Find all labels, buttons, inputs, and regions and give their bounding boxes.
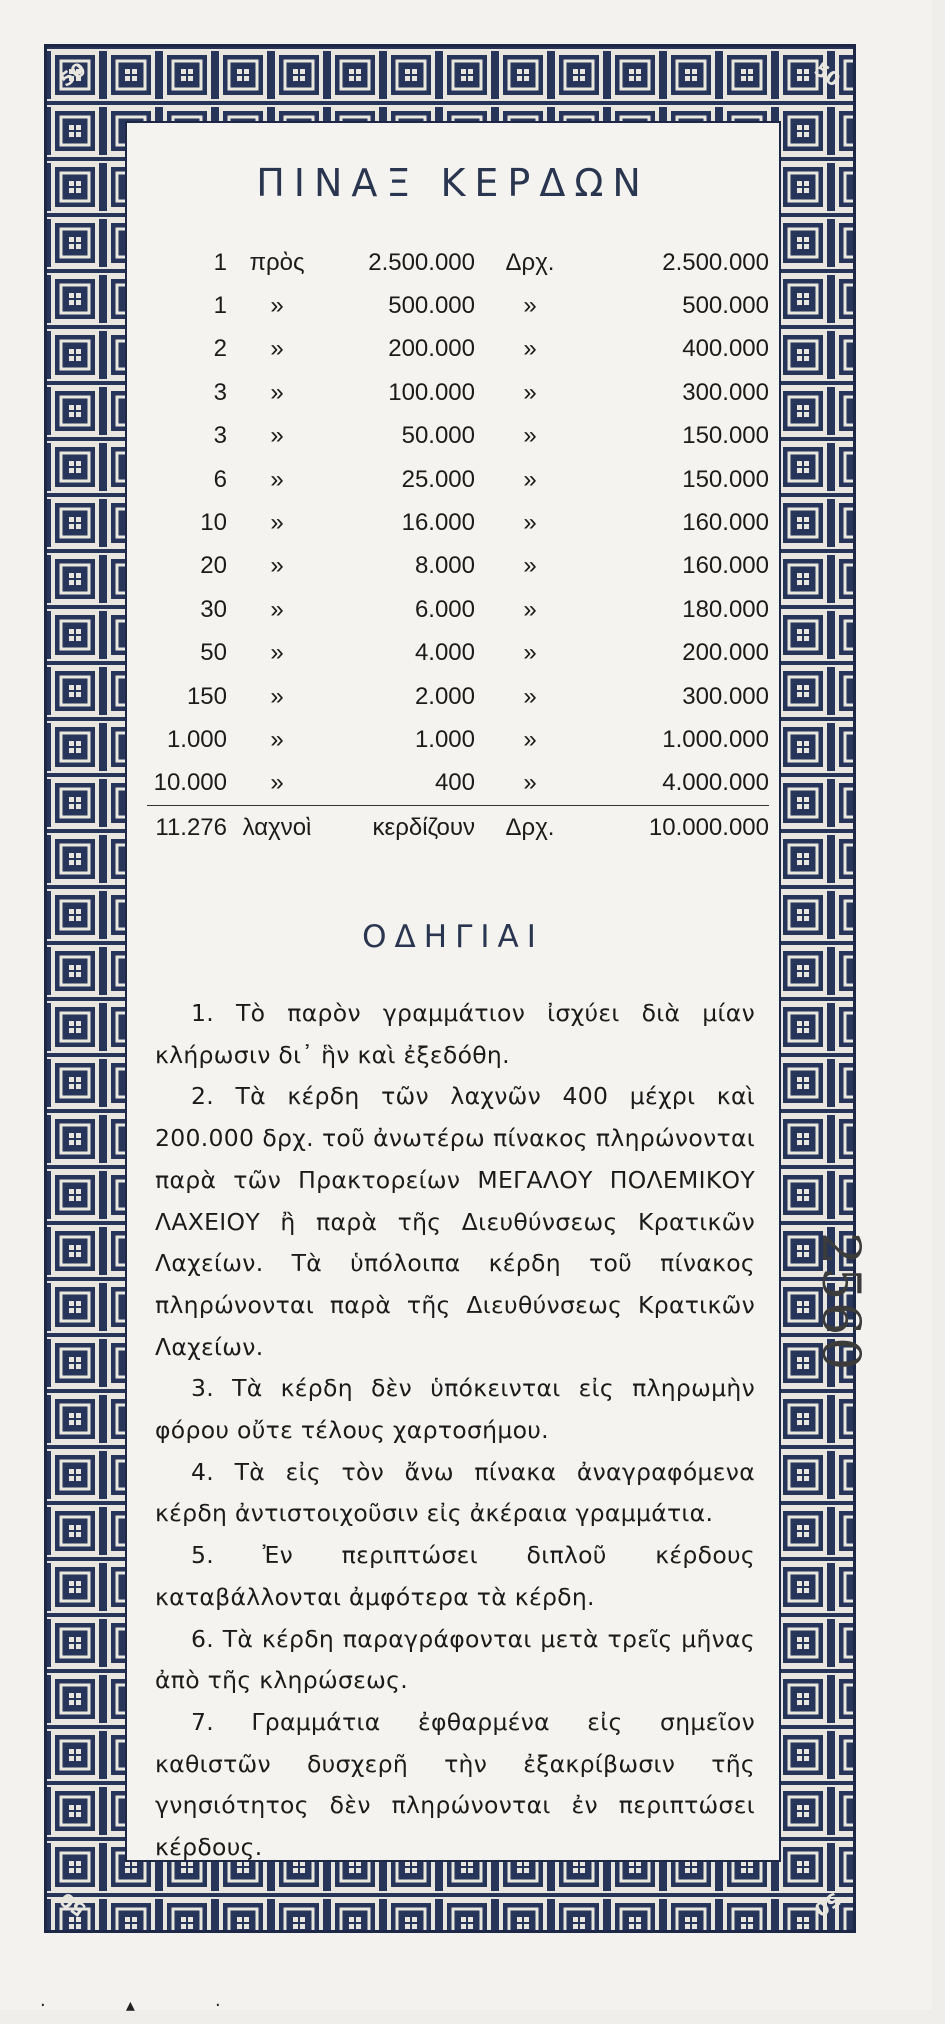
prize-row (147, 675, 769, 718)
prize-amount: 200.000 (388, 335, 475, 363)
instruction-item: 6. Τὰ κέρδη παραγράφονται μετὰ τρεῖς μῆνας ἀπὸ τῆς κληρώσεως. (155, 1624, 755, 1695)
prize-count: 50 (200, 639, 227, 667)
prize-row (147, 241, 769, 284)
prize-row (147, 284, 769, 327)
instructions-list (155, 993, 755, 1869)
margin-marks: · ▴ · (40, 1995, 221, 2016)
currency-marker: » (523, 552, 537, 580)
prize-row (147, 632, 769, 675)
prize-count: 3 (213, 422, 227, 450)
prize-table-title: ΠΙΝΑΞ ΚΕΡΔΩΝ (256, 161, 650, 205)
prize-amount: 500.000 (388, 292, 475, 320)
prize-amount: 25.000 (401, 465, 475, 493)
currency-marker: » (523, 292, 537, 320)
prize-amount: 16.000 (401, 509, 475, 537)
prize-count: 10 (200, 509, 227, 537)
prize-count: 1 (213, 292, 227, 320)
content-panel (125, 121, 781, 1862)
prize-count: 1 (213, 248, 227, 276)
total-tickets: 11.276 (155, 813, 227, 841)
instruction-item: 5. Ἐν περιπτώσει διπλοῦ κέρδους καταβάλλονται ἀμφότερα τὰ κέρδη. (155, 1541, 755, 1611)
prize-total: 2.500.000 (662, 248, 769, 276)
per-marker: » (270, 682, 284, 710)
prize-amount: 1.000 (414, 725, 475, 753)
prize-total: 400.000 (682, 335, 769, 363)
prize-row (147, 501, 769, 544)
instruction-item: 2. Τὰ κέρδη τῶν λαχνῶν 400 μέχρι καὶ 200.000 δρχ. τοῦ ἀνωτέρω πίνακος πληρώνονται παρὰ τῶν Πρακτορείων ΜΕΓΑΛΟΥ ΠΟΛΕΜΙΚΟΥ ΛΑΧΕΙΟΥ ἢ παρὰ τῆς Διευθύνσεως Κρατικῶν Λαχείων. Τὰ ὑπόλοιπα κέρδη τοῦ πίνακος πληρώνονται παρὰ τῆς Διευθύνσεως Κρατικῶν Λαχείων. (155, 1082, 755, 1361)
total-label: λαχνοὶ (242, 813, 312, 841)
prize-total: 4.000.000 (585, 762, 769, 806)
currency-marker: » (523, 682, 537, 710)
total-label: κερδίζουν (372, 813, 475, 841)
instruction-item: 7. Γραμμάτια ἐφθαρμένα εἰς σημεῖον καθιστῶν δυσχερῆ τὴν ἐξακρίβωσιν τῆς γνησιότητος δὲν πληρώνονται ἐν περιπτώσει κέρδους. (155, 1707, 755, 1862)
instruction-item: 4. Τὰ εἰς τὸν ἄνω πίνακα ἀναγραφόμενα κέρδη ἀντιστοιχοῦσιν εἰς ἀκέραια γραμμάτια. (155, 1457, 755, 1528)
per-marker: πρὸς (249, 248, 305, 276)
currency-marker: » (523, 335, 537, 363)
instruction-item: 1. Τὸ παρὸν γραμμάτιον ἰσχύει διὰ μίαν κλήρωσιν δι᾿ ἣν καὶ ἐξεδόθη. (155, 999, 755, 1069)
prize-total: 200.000 (682, 639, 769, 667)
prize-table (147, 241, 769, 849)
per-marker: » (270, 552, 284, 580)
instructions-title: ΟΔΗΓΙΑΙ (362, 919, 544, 955)
prize-row (147, 328, 769, 371)
currency-marker: » (523, 465, 537, 493)
per-marker: » (270, 378, 284, 406)
handwritten-note: 2560 (810, 1232, 870, 1373)
prize-amount: 2.000 (414, 682, 475, 710)
prize-count: 6 (213, 465, 227, 493)
prize-amount: 6.000 (414, 595, 475, 623)
prize-count: 2 (213, 335, 227, 363)
prize-total: 180.000 (682, 595, 769, 623)
currency-marker: Δρχ. (505, 248, 555, 276)
prize-row (147, 371, 769, 414)
prize-row (147, 545, 769, 588)
prize-row (147, 458, 769, 501)
prize-count: 1.000 (166, 725, 227, 753)
prize-count: 20 (200, 552, 227, 580)
currency-marker: » (523, 422, 537, 450)
corner-number: 50 (809, 58, 845, 92)
currency-marker: » (523, 595, 537, 623)
prize-row (147, 718, 769, 761)
prize-total: 300.000 (682, 378, 769, 406)
per-marker: » (270, 595, 284, 623)
prize-amount: 100.000 (388, 378, 475, 406)
prize-total: 150.000 (682, 422, 769, 450)
per-marker: » (270, 292, 284, 320)
prize-total: 300.000 (682, 682, 769, 710)
prize-row (147, 762, 769, 806)
per-marker: » (270, 335, 284, 363)
per-marker: » (227, 762, 327, 806)
corner-number: 50 (809, 1887, 845, 1921)
prize-row (147, 415, 769, 458)
greek-key-border (44, 44, 856, 1933)
currency-marker: » (475, 762, 585, 806)
currency-marker: » (523, 509, 537, 537)
prize-total: 160.000 (682, 509, 769, 537)
corner-number: 50 (55, 58, 91, 92)
prize-count: 10.000 (147, 762, 227, 806)
grand-total: 10.000.000 (585, 806, 769, 850)
currency-marker: » (523, 725, 537, 753)
prize-amount: 2.500.000 (368, 248, 475, 276)
currency-marker: Δρχ. (475, 806, 585, 850)
per-marker: » (270, 725, 284, 753)
prize-amount: 4.000 (414, 639, 475, 667)
prize-total: 500.000 (682, 292, 769, 320)
corner-number: 50 (55, 1887, 91, 1921)
currency-marker: » (523, 639, 537, 667)
prize-total: 160.000 (682, 552, 769, 580)
per-marker: » (270, 639, 284, 667)
prize-row (147, 588, 769, 631)
prize-total: 1.000.000 (662, 725, 769, 753)
prize-total-row (147, 806, 769, 850)
per-marker: » (270, 422, 284, 450)
currency-marker: » (523, 378, 537, 406)
prize-total: 150.000 (682, 465, 769, 493)
prize-amount: 400 (327, 762, 475, 806)
per-marker: » (270, 509, 284, 537)
prize-count: 3 (213, 378, 227, 406)
prize-amount: 50.000 (401, 422, 475, 450)
instruction-item: 3. Τὰ κέρδη δὲν ὑπόκεινται εἰς πληρωμὴν φόρου οὔτε τέλους χαρτοσήμου. (155, 1374, 755, 1445)
prize-count: 30 (200, 595, 227, 623)
prize-count: 150 (186, 682, 227, 710)
per-marker: » (270, 465, 284, 493)
prize-amount: 8.000 (414, 552, 475, 580)
